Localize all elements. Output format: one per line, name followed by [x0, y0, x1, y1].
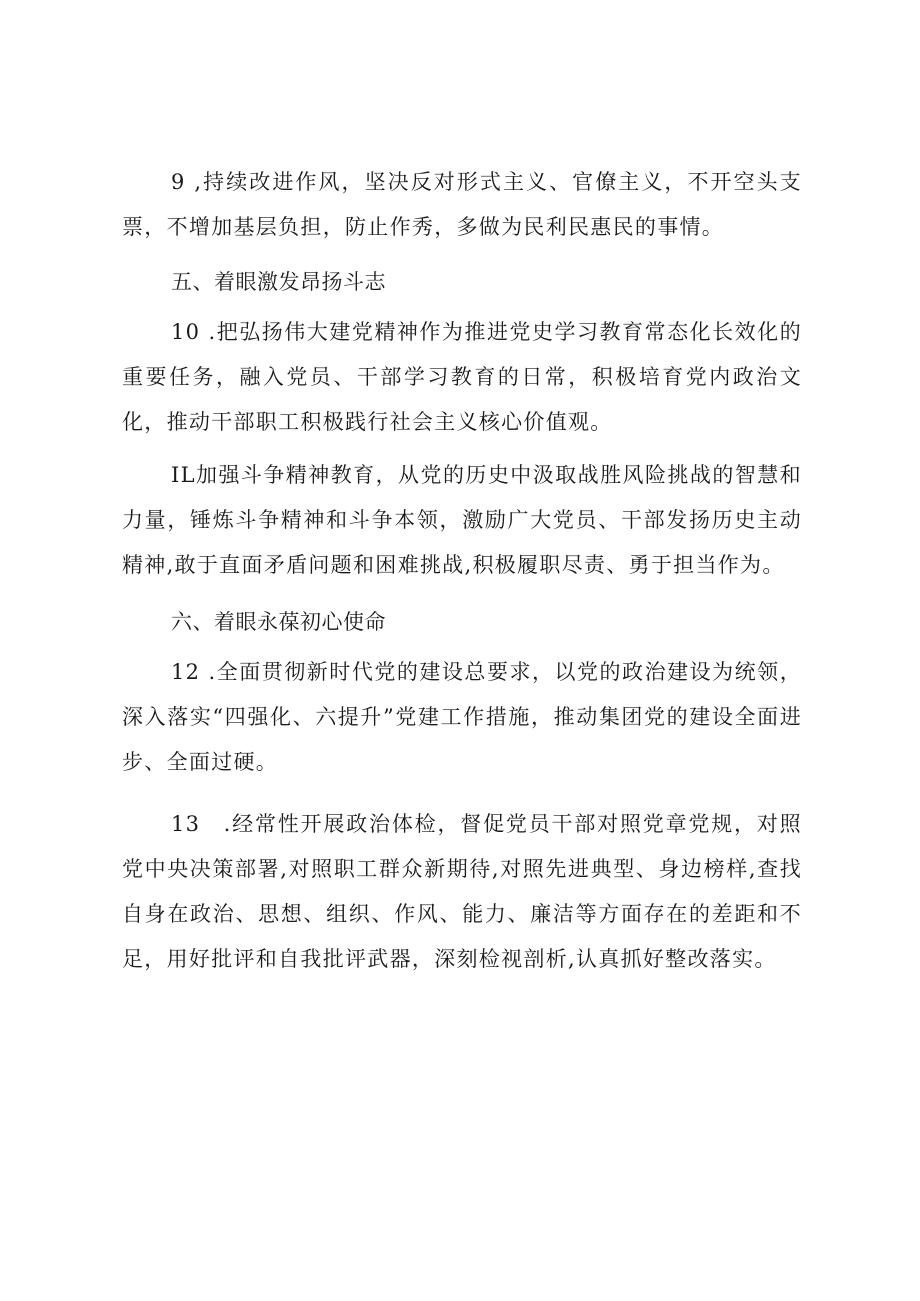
paragraph-item-13: 13 .经常性开展政治体检，督促党员干部对照党章党规，对照党中央决策部署,对照职工群众新期待,对照先进典型、身边榜样,查找自身在政治、思想、组织、作风、能力、廉洁等方面存在的差距和不足，用好批评和自我批评武器，深刻检视剖析,认真抓好整改落实。 [122, 812, 802, 971]
section-heading-six: 六、着眼永葆初心使命 [171, 610, 386, 634]
section-heading-five: 五、着眼激发昂扬斗志 [171, 270, 386, 294]
paragraph-item-12: 12 .全面贯彻新时代党的建设总要求，以党的政治建设为统领，深入落实“四强化、六提升”党建工作措施，推动集团党的建设全面进步、全面过硬。 [122, 660, 802, 774]
paragraph-item-9: 9 ,持续改进作风，坚决反对形式主义、官僚主义，不开空头支票，不增加基层负担，防止作秀，多做为民利民惠民的事情。 [122, 170, 802, 239]
paragraph-item-11: IL加强斗争精神教育，从党的历史中汲取战胜风险挑战的智慧和力量，锤炼斗争精神和斗争本领，激励广大党员、干部发扬历史主动精神,敢于直面矛盾问题和困难挑战,积极履职尽责、勇于担当作为。 [122, 463, 802, 577]
paragraph-item-10: 10 .把弘扬伟大建党精神作为推进党史学习教育常态化长效化的重要任务，融入党员、干部学习教育的日常，积极培育党内政治文化，推动干部职工积极践行社会主义核心价值观。 [122, 320, 802, 434]
